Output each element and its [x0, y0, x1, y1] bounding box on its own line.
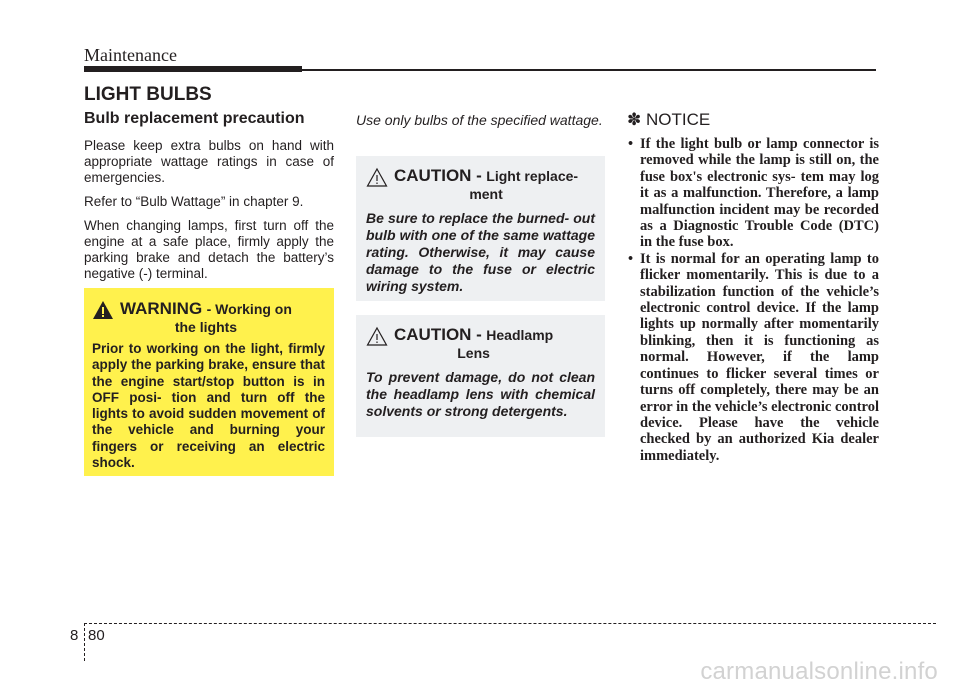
- paragraph-1: Please keep extra bulbs on hand with appropriate wattage ratings in case of emergencies.: [84, 138, 334, 185]
- footer-divider: [84, 623, 85, 661]
- header-rule-thin: [302, 69, 876, 71]
- header-rule-thick: [84, 66, 302, 72]
- warning-header: [92, 299, 325, 335]
- warning-topic-2: the lights: [174, 319, 238, 335]
- caution-triangle-icon: [366, 326, 388, 346]
- watermark: carmanualsonline.info: [700, 658, 938, 685]
- warning-word: WARNING: [120, 299, 203, 318]
- caution-topic-2b: Lens: [457, 345, 490, 361]
- subheading: Bulb replacement precaution: [84, 110, 305, 127]
- caution-body-1: Be sure to replace the burned- out bulb with one of the same wattage rating. Otherwise, it may cause damage to the fuse or electric wiring system.: [366, 210, 595, 294]
- caution-header-1: [366, 166, 595, 202]
- notice-item-1: • If the light bulb or lamp connector is removed while the lamp is still on, the fuse box's electronic sys- tem may log it as a malfunction. Therefore, a lamp malfunction incident may be recorded as a Diagnostic Trouble Code (DTC) in the fuse box.: [627, 136, 879, 251]
- notice-item-2: • It is normal for an operating lamp to flicker momentarily. This is due to a stabilization function of the vehicle’s electronic control device. If the lamp lights up normally after momentarily blinking, then it is functioning as normal. However, if the lamp continues to flicker several times or turns off completely, there may be an error in the vehicle’s electronic control device. Please have the vehicle checked by an authorized Kia dealer immediately.: [627, 251, 879, 464]
- caution-box-light-replacement: [356, 156, 605, 301]
- warning-box: [84, 288, 334, 476]
- page-number: 80: [88, 627, 105, 644]
- notice-list: [627, 136, 879, 464]
- column-1: [84, 110, 334, 290]
- caution-body-2: To prevent damage, do not clean the headlamp lens with chemical solvents or strong detergents.: [366, 369, 595, 419]
- caution-box-headlamp-lens: [356, 315, 605, 437]
- paragraph-2: Refer to “Bulb Wattage” in chapter 9.: [84, 194, 304, 209]
- section-title: LIGHT BULBS: [84, 84, 212, 105]
- footer-rule: [84, 623, 936, 624]
- column-2-intro: Use only bulbs of the specified wattage.: [356, 112, 603, 128]
- running-head: Maintenance: [84, 45, 177, 65]
- warning-body: Prior to working on the light, firmly apply the parking brake, ensure that the engine start/stop button is in OFF posi- tion and turn off the lights to avoid sudden movement of the vehicle and burning your fingers or receiving an electric shock.: [92, 341, 325, 471]
- caution-word-2: CAUTION -: [394, 325, 482, 344]
- notice-title: ✽ NOTICE: [627, 110, 711, 129]
- caution-word-1: CAUTION -: [394, 166, 482, 185]
- caution-header-2: [366, 325, 595, 361]
- paragraph-3: When changing lamps, first turn off the engine at a safe place, firmly apply the parking brake and detach the battery’s negative (-) terminal.: [84, 218, 334, 281]
- warning-topic-1: - Working on: [206, 301, 292, 317]
- warning-triangle-icon: [92, 300, 114, 320]
- caution-topic-2a: Headlamp: [486, 327, 554, 343]
- chapter-number: 8: [70, 627, 79, 644]
- caution-topic-1a: Light replace-: [486, 168, 579, 184]
- caution-topic-1b: ment: [469, 186, 503, 202]
- caution-triangle-icon: [366, 167, 388, 187]
